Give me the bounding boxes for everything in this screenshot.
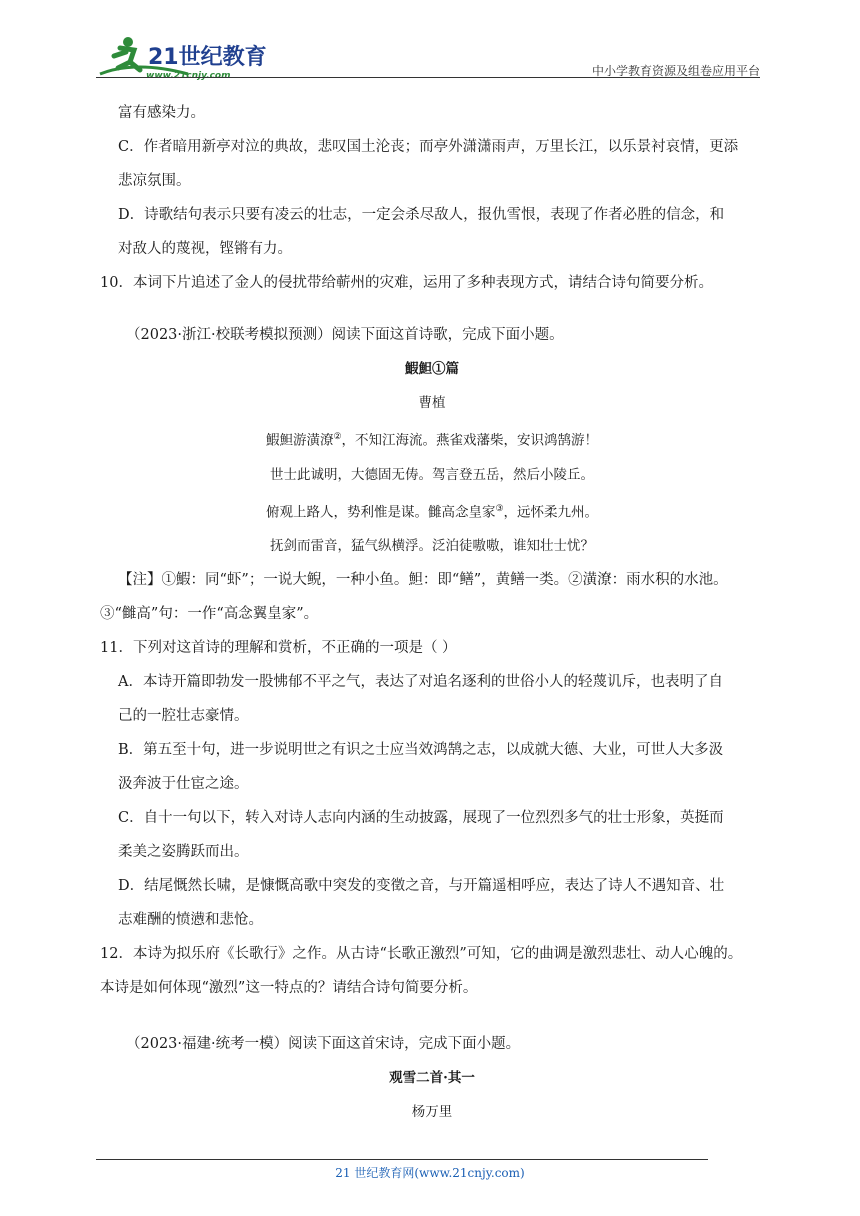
- logo-text: 21世纪教育: [148, 45, 267, 70]
- poem-title: 观雪二首·其一: [389, 1070, 475, 1086]
- option-b-cont: 汲奔波于仕宦之途。: [118, 776, 249, 792]
- text-line: 富有感染力。: [118, 105, 205, 121]
- option-c-cont: 悲凉氛围。: [118, 173, 191, 189]
- section-intro: （2023·浙江·校联考模拟预测）阅读下面这首诗歌，完成下面小题。: [126, 327, 564, 343]
- poem-title: 鰕䱇①篇: [405, 361, 459, 377]
- document-body: [100, 96, 764, 1129]
- poem-line: 鰕䱇游潢潦②，不知江海流。燕雀戏藩柴，安识鸿鹄游！: [265, 432, 599, 449]
- option-a-cont: 己的一腔壮志豪情。: [118, 708, 249, 724]
- poem-line: 抚剑而雷音，猛气纵横浮。泛泊徒嗷嗷，谁知壮士忧？: [270, 538, 594, 554]
- poem-line: 世士此诚明，大德固无俦。驾言登五岳，然后小陵丘。: [270, 466, 594, 483]
- annotation: 【注】①鰕：同“虾”；一说大鲵，一种小鱼。䱇：即“鳝”，黄鳝一类。②潢潦：雨水积的水池。: [118, 572, 728, 588]
- option-b: B．第五至十句，进一步说明世之有识之士应当效鸿鹄之志，以成就大德、大业，可世人大多汲: [118, 742, 724, 758]
- page-footer: 21 世纪教育网(www.21cnjy.com): [335, 1166, 525, 1180]
- footer-divider: [96, 1159, 708, 1160]
- section-intro: （2023·福建·统考一模）阅读下面这首宋诗，完成下面小题。: [126, 1036, 521, 1052]
- poem-author: 杨万里: [411, 1104, 453, 1120]
- option-d: D．结尾慨然长啸，是慷慨高歌中突发的变徵之音，与开篇遥相呼应，表达了诗人不遇知音、壮: [118, 878, 725, 894]
- question-12: 12．本诗为拟乐府《长歌行》之作。从古诗“长歌正激烈”可知，它的曲调是激烈悲壮、动人心魄的。: [100, 946, 743, 962]
- logo-url: www.21cnjy.com: [146, 71, 231, 80]
- option-c: C．自十一句以下，转入对诗人志向内涵的生动披露，展现了一位烈烈多气的壮士形象，英挺而: [118, 810, 724, 826]
- site-logo: [96, 34, 276, 80]
- option-d-cont: 志难酬的愤懑和悲怆。: [118, 912, 263, 928]
- annotation-cont: ③“雠高”句：一作“高念翼皇家”。: [100, 606, 319, 622]
- platform-name: 中小学教育资源及组卷应用平台: [591, 64, 760, 78]
- question-12-cont: 本诗是如何体现“激烈”这一特点的？请结合诗句简要分析。: [100, 980, 478, 996]
- question-11: 11．下列对这首诗的理解和赏析，不正确的一项是（ ）: [100, 640, 457, 656]
- option-c-cont: 柔美之姿腾跃而出。: [118, 844, 249, 860]
- page-header: [96, 30, 760, 80]
- poem-author: 曹植: [418, 395, 446, 411]
- option-d-cont: 对敌人的蔑视，铿锵有力。: [118, 241, 292, 257]
- header-divider: [96, 77, 760, 78]
- option-c: C．作者暗用新亭对泣的典故，悲叹国土沦丧；而亭外潇潇雨声，万里长江，以乐景衬哀情，更添: [118, 139, 739, 155]
- question-10: 10．本词下片追述了金人的侵扰带给蕲州的灾难，运用了多种表现方式，请结合诗句简要分析。: [100, 275, 713, 291]
- option-a: A．本诗开篇即勃发一股怫郁不平之气，表达了对追名逐利的世俗小人的轻蔑讥斥，也表明了自: [118, 674, 723, 690]
- option-d: D．诗歌结句表示只要有凌云的壮志，一定会杀尽敌人，报仇雪恨，表现了作者必胜的信念，和: [118, 207, 725, 223]
- poem-line: 俯观上路人，势利惟是谋。雠高念皇家③，远怀柔九州。: [265, 503, 599, 520]
